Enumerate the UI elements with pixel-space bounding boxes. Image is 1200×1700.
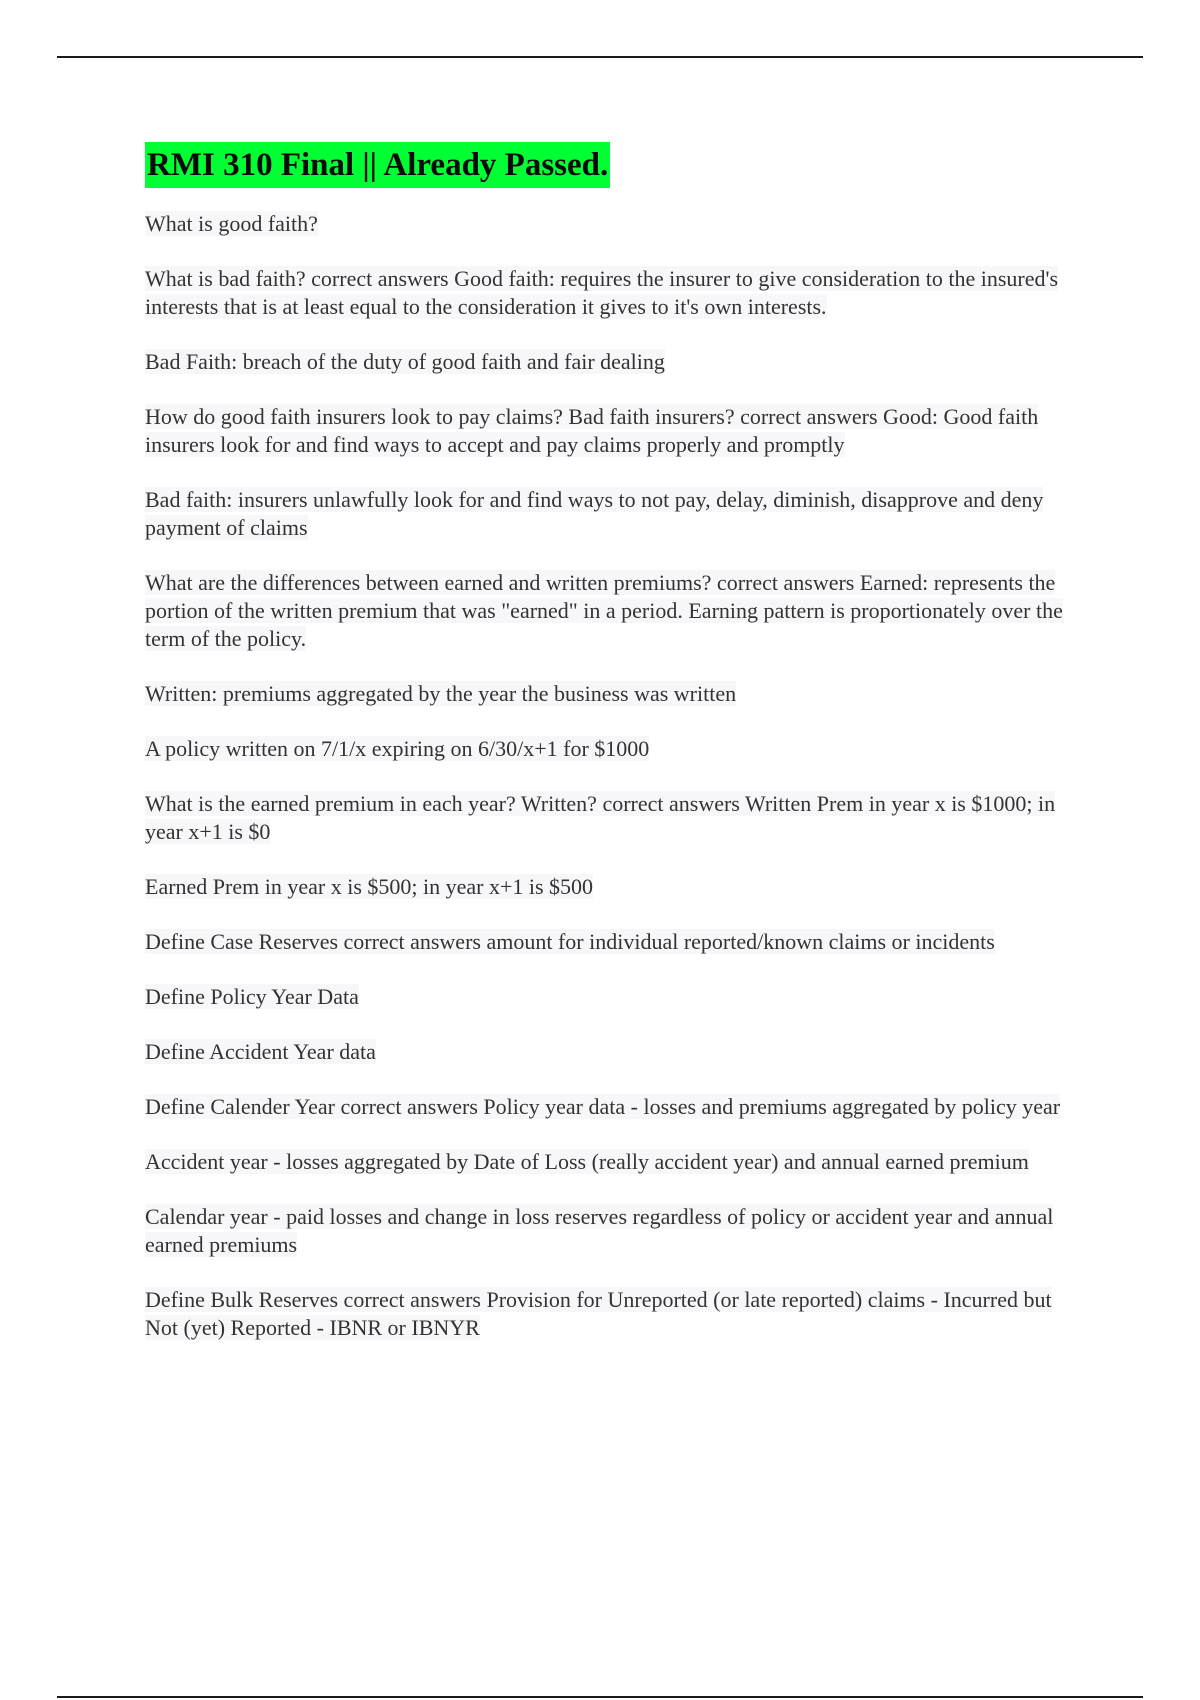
paragraph — [145, 486, 1090, 542]
header-rule — [57, 56, 1143, 58]
paragraph-text: What is good faith? — [145, 211, 318, 236]
paragraph-text: Define Policy Year Data — [145, 984, 359, 1009]
paragraph — [145, 983, 1090, 1011]
paragraph-text: Define Accident Year data — [145, 1039, 376, 1064]
paragraph — [145, 1038, 1090, 1066]
paragraph — [145, 569, 1090, 653]
paragraph — [145, 403, 1090, 459]
paragraph — [145, 1286, 1090, 1342]
paragraph-text: Define Bulk Reserves correct answers Provision for Unreported (or late reported) claims - Incurred but Not (yet) Reported - IBNR or IBNYR — [145, 1287, 1052, 1340]
paragraph — [145, 680, 1090, 708]
paragraph-text: What are the differences between earned and written premiums? correct answers Earned: represents the portion of the written premium that was "earned" in a period. Earning pattern is proportionately over the term of the policy. — [145, 570, 1063, 651]
paragraph-text: Bad Faith: breach of the duty of good faith and fair dealing — [145, 349, 665, 374]
paragraph-text: Earned Prem in year x is $500; in year x+1 is $500 — [145, 874, 594, 899]
document-body — [145, 142, 1090, 1369]
paragraph-text: Define Case Reserves correct answers amount for individual reported/known claims or incidents — [145, 929, 995, 954]
paragraph — [145, 210, 1090, 238]
paragraph — [145, 928, 1090, 956]
paragraph — [145, 1203, 1090, 1259]
paragraph-text: How do good faith insurers look to pay claims? Bad faith insurers? correct answers Good: Good faith insurers look for and find ways to accept and pay claims properly and promptly — [145, 404, 1039, 457]
paragraph-text: Define Calender Year correct answers Policy year data - losses and premiums aggregated by policy year — [145, 1094, 1061, 1119]
footer-rule — [57, 1696, 1143, 1698]
paragraph-text: Bad faith: insurers unlawfully look for and find ways to not pay, delay, diminish, disapprove and deny payment of claims — [145, 487, 1044, 540]
paragraph — [145, 265, 1090, 321]
document-title: RMI 310 Final || Already Passed. — [145, 142, 610, 188]
paragraph — [145, 790, 1090, 846]
paragraph — [145, 1148, 1090, 1176]
paragraph — [145, 348, 1090, 376]
paragraph — [145, 873, 1090, 901]
paragraph — [145, 735, 1090, 763]
paragraph — [145, 1093, 1090, 1121]
paragraph-text: Written: premiums aggregated by the year the business was written — [145, 681, 737, 706]
paragraph-text: What is the earned premium in each year? Written? correct answers Written Prem in year x is $1000; in year x+1 is $0 — [145, 791, 1056, 844]
paragraph-text: Calendar year - paid losses and change in loss reserves regardless of policy or accident year and annual earned premiums — [145, 1204, 1054, 1257]
paragraph-text: A policy written on 7/1/x expiring on 6/30/x+1 for $1000 — [145, 736, 650, 761]
paragraph-text: What is bad faith? correct answers Good faith: requires the insurer to give consideration to the insured's interests that is at least equal to the consideration it gives to it's own interests. — [145, 266, 1059, 319]
paragraph-text: Accident year - losses aggregated by Date of Loss (really accident year) and annual earned premium — [145, 1149, 1029, 1174]
